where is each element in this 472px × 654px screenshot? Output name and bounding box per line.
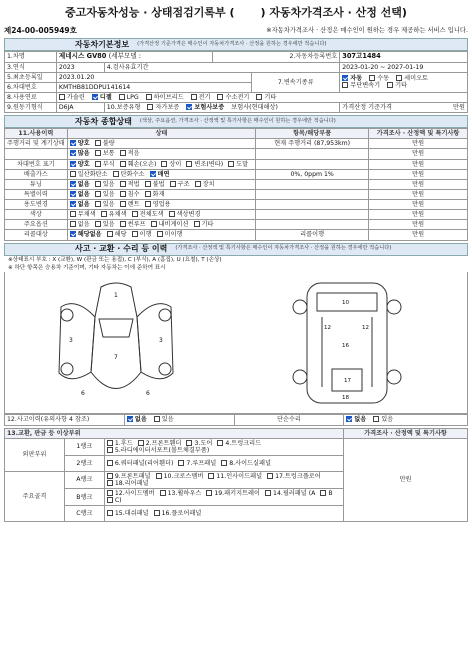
vehicle-diagram [4, 272, 468, 414]
status-row-part [256, 189, 369, 199]
status-row-label: 차대번호 표기 [5, 159, 68, 169]
checkbox-icon[interactable] [228, 161, 234, 167]
status-row [5, 149, 468, 159]
checkbox-icon[interactable] [120, 221, 126, 227]
status-row-label: 색상 [5, 210, 68, 220]
status-option[interactable]: 불법 [145, 181, 165, 188]
exchange-item[interactable]: 13.휠하우스 [160, 490, 202, 497]
checkbox-icon[interactable] [157, 231, 163, 237]
checkbox-icon[interactable] [120, 161, 126, 167]
status-option[interactable]: 양호 [70, 161, 90, 168]
status-option[interactable]: 없음 [70, 221, 90, 228]
status-option[interactable]: 있음 [95, 191, 115, 198]
status-option[interactable]: 있음 [95, 201, 115, 208]
svg-text:7: 7 [113, 353, 118, 361]
fuel-options: 가솔린 디젤 LPG 하이브리드 전기 수소전기 기타 [56, 92, 467, 102]
checkbox-icon[interactable] [95, 221, 101, 227]
exchange-group-label: 주요골격 [5, 471, 65, 522]
accident-options: 없음 있음 [124, 415, 234, 425]
exchange-item[interactable]: 16.플로어패널 [154, 510, 202, 517]
exchange-item[interactable]: 18.리어패널 [107, 480, 149, 487]
checkbox-icon[interactable] [120, 150, 126, 156]
status-row-part [256, 179, 369, 189]
status-option[interactable]: 화재 [145, 191, 165, 198]
form-title: 중고자동차성능 · 상태점검기록부 ( ) 자동차가격조사 · 산정 선택) [65, 5, 407, 19]
status-option[interactable]: 불량 [95, 140, 115, 147]
status-option[interactable]: 양호 [70, 140, 90, 147]
exchange-item[interactable]: 10.크로스멤버 [156, 473, 204, 480]
checkbox-icon[interactable] [145, 181, 151, 187]
exchange-items [104, 455, 343, 471]
exchange-item[interactable]: 3.도어 [186, 440, 212, 447]
exchange-item[interactable]: 19.패키지트레이 [206, 490, 260, 497]
status-row-label: 주행거리 및 계기상태 [5, 139, 68, 149]
checkbox-icon[interactable] [107, 460, 113, 466]
status-option[interactable]: 없음 [70, 181, 90, 188]
document-number: 제24-00-005949호 [4, 25, 77, 35]
checkbox-icon[interactable] [154, 510, 160, 516]
svg-text:18: 18 [341, 394, 349, 401]
status-row [5, 159, 468, 169]
checkbox-icon[interactable] [156, 473, 162, 479]
status-row-label: 특별이력 [5, 189, 68, 199]
checkbox-icon[interactable] [120, 181, 126, 187]
status-row-label: 용도변경 [5, 200, 68, 210]
status-option[interactable]: 유채색 [101, 211, 127, 218]
status-row-part [256, 159, 369, 169]
svg-text:3: 3 [68, 336, 73, 344]
exchange-rank: A랭크 [64, 471, 104, 488]
checkbox-icon[interactable] [320, 490, 326, 496]
svg-text:17: 17 [343, 377, 351, 384]
svg-text:16: 16 [341, 342, 349, 349]
svg-text:6: 6 [145, 389, 150, 397]
accident-table: 12.사고이력(유의사항 4 참조) 없음 있음 단순수리 없음 있음 [4, 414, 468, 425]
exchange-group-label: 외판부위 [5, 438, 65, 471]
exchange-item[interactable]: 7.루프패널 [178, 460, 216, 467]
status-row-options [67, 220, 255, 230]
exchange-item[interactable]: 11.인사이드패널 [208, 473, 262, 480]
status-option[interactable]: 전체도색 [132, 211, 164, 218]
status-option[interactable]: 장치 [195, 181, 215, 188]
status-option[interactable]: 내비게이션 [151, 221, 189, 228]
checkbox-icon[interactable] [170, 181, 176, 187]
status-row-label: 튜닝 [5, 179, 68, 189]
status-option[interactable]: 무채색 [70, 211, 96, 218]
checkbox-icon[interactable] [107, 440, 113, 446]
exchange-item[interactable]: 12.사이드멤버 [107, 490, 155, 497]
status-row-options [67, 179, 255, 189]
svg-text:12: 12 [361, 324, 369, 331]
checkbox-icon[interactable] [132, 211, 138, 217]
status-row [5, 169, 468, 179]
car-frame-diagram [262, 277, 432, 409]
status-row-options [67, 139, 255, 149]
status-option[interactable]: 렌트 [120, 201, 140, 208]
status-option[interactable]: 적음 [120, 150, 140, 157]
svg-text:10: 10 [341, 299, 349, 306]
exchange-item[interactable]: B [320, 490, 332, 497]
exchange-items [104, 506, 343, 522]
status-row-label [5, 149, 68, 159]
status-row-price: 만원 [369, 139, 468, 149]
checkbox-icon[interactable] [107, 510, 113, 516]
checkbox-icon[interactable] [107, 497, 113, 503]
status-option[interactable]: 색상변경 [169, 211, 201, 218]
checkbox-icon[interactable] [70, 231, 76, 237]
checkbox-icon[interactable] [95, 161, 101, 167]
status-row-price: 만원 [369, 220, 468, 230]
status-option[interactable]: 구조 [170, 181, 190, 188]
status-row-price: 만원 [369, 149, 468, 159]
exchange-item[interactable]: 9.프론트패널 [107, 473, 151, 480]
exchange-rank: B랭크 [64, 489, 104, 506]
status-row [5, 179, 468, 189]
exchange-items [104, 471, 343, 488]
status-row-price: 만원 [369, 169, 468, 179]
status-row [5, 189, 468, 199]
status-option[interactable]: 영업용 [145, 201, 171, 208]
header-note: ※자동차가격조사 · 산정은 매수인이 원하는 경우 제공하는 서비스 입니다. [266, 27, 468, 35]
status-row [5, 200, 468, 210]
checkbox-icon[interactable] [169, 211, 175, 217]
checkbox-icon[interactable] [95, 181, 101, 187]
checkbox-icon[interactable] [138, 440, 144, 446]
checkbox-icon[interactable] [70, 171, 76, 177]
status-row-part: 0%, 0ppm 1% [256, 169, 369, 179]
exchange-price: 만원 [344, 438, 468, 522]
status-option[interactable]: 적법 [120, 181, 140, 188]
checkbox-icon[interactable] [195, 181, 201, 187]
status-row [5, 139, 468, 149]
status-row-label: 배출가스 [5, 169, 68, 179]
checkbox-icon[interactable] [113, 171, 119, 177]
status-row-part: 리콜이행 [256, 230, 369, 240]
status-option[interactable]: 없음 [70, 201, 90, 208]
exchange-rank: 2랭크 [64, 455, 104, 471]
status-row-options [67, 149, 255, 159]
status-row-options [67, 159, 255, 169]
status-row-price: 만원 [369, 200, 468, 210]
status-option[interactable]: 매연 [150, 171, 170, 178]
warranty-options: 10.보증유형 자가보증 보험사보증 보험사(현대해상) [104, 103, 339, 113]
checkbox-icon[interactable] [70, 161, 76, 167]
checkbox-icon[interactable] [120, 191, 126, 197]
basic-info-table: 1.차명 제네시스 GV80 (세부모델 : 2.자동차등록번호 307고1484 3.연식 2023 4.검사유효기간 2023-01-20 ~ 2027-01-19 5.최초등록일 2023.01.20 7.변속기종류 자동 수동 세미오토 무단변속기 기타 6.차대번호 KMTHB81DDPU141614 8.사용연료 가솔린 디젤 LPG 하이브리드 전기 수소전기 기타 9.원동기형식 D6JA 10.보증유형 자가보증 보험사보증 보험사(현대해상) 가격산정 기준가격 만원 [4, 51, 468, 113]
status-row-options [67, 200, 255, 210]
section-basic-info-heading: 자동차기본정보 (가격산정 기준가격은 매수인이 자동차가격조사 · 산정을 원하는 경우에만 적습니다) [4, 38, 468, 51]
status-option[interactable]: 있음 [95, 221, 115, 228]
checkbox-icon[interactable] [178, 460, 184, 466]
checkbox-icon[interactable] [70, 140, 76, 146]
status-option[interactable]: 해당없음 [70, 231, 102, 238]
status-row-price: 만원 [369, 210, 468, 220]
status-row [5, 210, 468, 220]
status-row-options [67, 189, 255, 199]
checkbox-icon[interactable] [186, 161, 192, 167]
svg-text:12: 12 [323, 324, 331, 331]
exchange-item[interactable]: 2.프론트휀더 [138, 440, 182, 447]
status-row-part [256, 220, 369, 230]
checkbox-icon[interactable] [95, 140, 101, 146]
status-row-options [67, 230, 255, 240]
exchange-items [104, 489, 343, 506]
checkbox-icon[interactable] [151, 221, 157, 227]
simple-repair-options: 없음 있음 [344, 415, 468, 425]
checkbox-icon[interactable] [132, 231, 138, 237]
exchange-item[interactable]: 4.트렁크리드 [217, 440, 261, 447]
checkbox-icon[interactable] [161, 161, 167, 167]
checkbox-icon[interactable] [107, 231, 113, 237]
exchange-row [5, 438, 468, 455]
status-option[interactable]: 변조(변타) [186, 161, 223, 168]
checkbox-icon[interactable] [70, 221, 76, 227]
checkbox-icon[interactable] [267, 473, 273, 479]
svg-text:1: 1 [113, 291, 118, 299]
checkbox-icon[interactable] [70, 201, 76, 207]
checkbox-icon[interactable] [70, 211, 76, 217]
checkbox-icon[interactable] [265, 490, 271, 496]
status-option[interactable]: 이행 [132, 231, 152, 238]
exchange-item[interactable]: 1.후드 [107, 440, 133, 447]
checkbox-icon[interactable] [70, 181, 76, 187]
status-option[interactable]: 상이 [161, 161, 181, 168]
checkbox-icon[interactable] [194, 221, 200, 227]
status-row-price: 만원 [369, 179, 468, 189]
status-option[interactable]: 탄화수소 [113, 171, 145, 178]
checkbox-icon[interactable] [70, 150, 76, 156]
exchange-table: 13.교환, 판금 등 이상부위 가격조사 · 산정액 및 특기사항 외판부위 1랭크 1.후드 2.프론트휀더 3.도어 4.트렁크리드5.라디에이터서포트(볼트체결부품) 만원 2랭크 6.쿼터패널(리어휀더) 7.루프패널 8.사이드실패널 주요골격 A랭크 9.프론트패널 10.크로스멤버 11.인사이드패널 17.트렁크플로어18.리어패널 B랭크 12.사이드멤버 13.휠하우스 19.패키지트레이 14.필러패널 (A BC) C랭크 15.대쉬패널 16.플로어패널 [4, 428, 468, 523]
status-row-label: 주요옵션 [5, 220, 68, 230]
status-row [5, 230, 468, 240]
checkbox-icon[interactable] [145, 201, 151, 207]
exchange-item[interactable]: 15.대쉬패널 [107, 510, 149, 517]
status-option[interactable]: 없음 [70, 191, 90, 198]
status-row-label: 리콜대상 [5, 230, 68, 240]
status-option[interactable]: 해당 [107, 231, 127, 238]
exchange-item[interactable]: 5.라디에이터서포트(볼트체결부품) [107, 447, 209, 454]
status-option[interactable]: 침수 [120, 191, 140, 198]
status-option[interactable]: 보통 [95, 150, 115, 157]
status-row [5, 220, 468, 230]
status-option[interactable]: 도말 [228, 161, 248, 168]
status-row-options [67, 169, 255, 179]
checkbox-icon[interactable] [186, 440, 192, 446]
svg-text:3: 3 [158, 336, 163, 344]
checkbox-icon[interactable] [107, 480, 113, 486]
checkbox-icon[interactable] [95, 201, 101, 207]
status-row-price: 만원 [369, 189, 468, 199]
checkbox-icon[interactable] [145, 191, 151, 197]
form-subheader [4, 24, 468, 38]
transmission-options: 자동 수동 세미오토 무단변속기 기타 [340, 72, 468, 92]
checkbox-icon[interactable] [120, 201, 126, 207]
checkbox-icon[interactable] [160, 490, 166, 496]
status-row-part: 현재 주행거리 (87,953km) [256, 139, 369, 149]
status-option[interactable]: 훼손(오손) [120, 161, 157, 168]
status-row-price: 만원 [369, 159, 468, 169]
legend-note: ※ 하단 항목은 승용차 기준이며, 기타 자동차는 이에 준하여 표시 [8, 265, 166, 271]
status-option[interactable]: 부식 [95, 161, 115, 168]
status-option[interactable]: 썬루프 [120, 221, 146, 228]
exchange-rank: 1랭크 [64, 438, 104, 455]
status-option[interactable]: 많음 [70, 150, 90, 157]
status-row-part [256, 210, 369, 220]
exchange-item[interactable]: 8.사이드실패널 [221, 460, 271, 467]
svg-text:6: 6 [80, 389, 85, 397]
status-option[interactable]: 있음 [95, 181, 115, 188]
section-accident-heading: 사고 · 교환 · 수리 등 이력 (가격조사 · 산정액 및 특기사항은 매수인이 자동차가격조사 · 산정을 원하는 경우에만 적습니다) [4, 243, 468, 256]
exchange-item[interactable]: 14.필러패널 (A [265, 490, 315, 497]
checkbox-icon[interactable] [70, 191, 76, 197]
checkbox-icon[interactable] [221, 460, 227, 466]
status-row-part [256, 149, 369, 159]
status-row-part [256, 200, 369, 210]
checkbox-icon[interactable] [107, 473, 113, 479]
checkbox-icon[interactable] [95, 150, 101, 156]
checkbox-icon[interactable] [95, 191, 101, 197]
exchange-item[interactable]: C) [107, 497, 122, 504]
status-row-price: 만원 [369, 230, 468, 240]
checkbox-icon[interactable] [217, 440, 223, 446]
checkbox-icon[interactable] [150, 171, 156, 177]
exchange-item[interactable]: 17.트렁크플로어 [267, 473, 321, 480]
status-table: 11.사용이력 상태 항목/해당부품 가격조사 · 산정액 및 특기사항 주행거리 및 계기상태 양호 불량 현재 주행거리 (87,953km) 만원 많음 보통 적음 만원 차대번호 표기 양호 부식 훼손(오손) 상이 변조(변타) 도말 만원 배출가스 일산화탄소 탄화수소 매연 0%, 0ppm 1% 만원 튜닝 없음 있음 적법 불법 구조 장치 만원 특별이력 없음 있음 침수 화재 만원 용도변경 없음 있음 렌트 영업용 만원 색상 무채색 유채색 전체도색 색상변경 만원 주요옵션 없음 있음 썬루프 내비게이션 기타 만원 리콜대상 해당없음 해당 이행 미이행 리콜이행 만원 [4, 128, 468, 240]
legend-symbols: ※상태표시 부호 : X (교환), W (판금 또는 용접), C (부식), A (흠집), U (요철), T (손상) [8, 256, 222, 263]
car-exterior-diagram [41, 277, 191, 409]
checkbox-icon[interactable] [107, 447, 113, 453]
exchange-item[interactable]: 6.쿼터패널(리어휀더) [107, 460, 174, 467]
exchange-items [104, 438, 343, 455]
section-status-heading: 자동차 종합상태 (색상, 주요옵션, 가격조사 · 산정액 및 특기사항은 매수인이 원하는 경우에만 적습니다) [4, 115, 468, 128]
checkbox-icon[interactable] [206, 490, 212, 496]
status-option[interactable]: 기타 [194, 221, 214, 228]
status-option[interactable]: 일산화탄소 [70, 171, 108, 178]
checkbox-icon[interactable] [107, 490, 113, 496]
checkbox-icon[interactable] [101, 211, 107, 217]
checkbox-icon[interactable] [208, 473, 214, 479]
exchange-rank: C랭크 [64, 506, 104, 522]
status-option[interactable]: 미이행 [157, 231, 183, 238]
status-row-options [67, 210, 255, 220]
